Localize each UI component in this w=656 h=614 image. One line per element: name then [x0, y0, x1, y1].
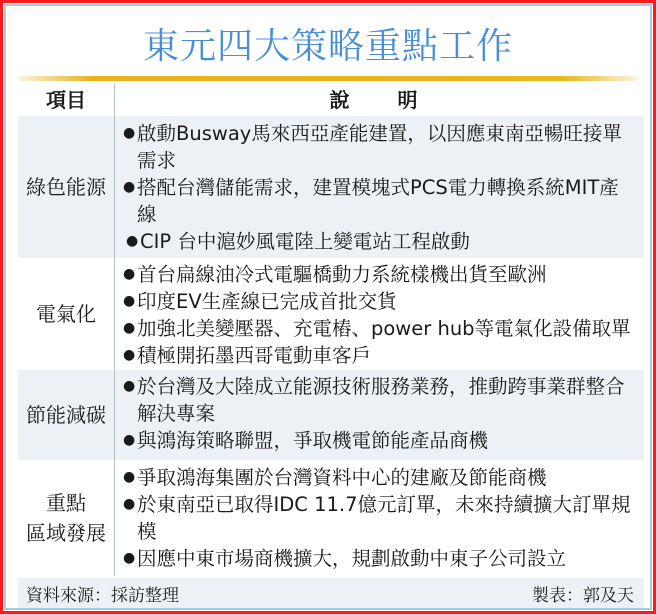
list-item: ● 於東南亞已取得IDC 11.7億元訂單，未來持續擴大訂單規模	[123, 493, 631, 543]
list-item: ● 加強北美變壓器、充電樁、power hub等電氣化設備取單	[123, 317, 631, 340]
table-row	[18, 116, 644, 258]
row-item-label: 節能減碳	[26, 403, 106, 427]
list-item: ● 搭配台灣儲能需求，建置模塊式PCS電力轉換系統MIT產線	[123, 176, 619, 226]
header-item: 項目	[46, 88, 86, 112]
table-row	[18, 258, 644, 370]
row-item-label	[18, 460, 114, 576]
bullet-icon: ●	[123, 125, 136, 141]
list-item: ● 啟動Busway馬來西亞產能建置，以因應東南亞暢旺接單需求	[123, 122, 622, 172]
row-item-label-line2: 區域發展	[26, 521, 106, 545]
page-title: 東元四大策略重點工作	[142, 26, 513, 67]
list-item: ● 爭取鴻海集團於台灣資料中心的建廠及節能商機	[123, 466, 547, 489]
row-description	[114, 116, 644, 258]
list-item: ● CIP 台中滬妙風電陸上變電站工程啟動	[126, 230, 470, 253]
strategy-table	[18, 84, 644, 576]
bullet-icon: ●	[123, 378, 136, 394]
gold-divider	[18, 76, 638, 81]
bullet-icon: ●	[123, 432, 136, 448]
table-row	[18, 370, 644, 460]
bullet-icon: ●	[123, 179, 136, 195]
table-header-row	[18, 84, 644, 116]
bullet-icon: ●	[123, 266, 136, 282]
list-item: ● 印度EV生產線已完成首批交貨	[123, 290, 397, 313]
bullet-icon: ●	[123, 469, 136, 485]
footer	[18, 578, 644, 608]
row-item-label-line1: 重點	[46, 491, 86, 515]
bullet-icon: ●	[123, 320, 136, 336]
bullet-icon: ●	[123, 550, 136, 566]
row-item-label: 綠色能源	[26, 175, 106, 199]
row-description	[114, 460, 644, 576]
row-description	[114, 370, 644, 460]
list-item: ● 積極開拓墨西哥電動車客戶	[123, 344, 372, 367]
row-item-label: 電氣化	[36, 302, 96, 326]
list-item: ● 與鴻海策略聯盟，爭取機電節能產品商機	[123, 429, 489, 452]
source-note: 資料來源：採訪整理	[26, 585, 179, 606]
bullet-icon: ●	[123, 496, 136, 512]
credit-note: 製表：郭及天	[532, 585, 634, 606]
list-item: ● 因應中東市場商機擴大，規劃啟動中東子公司設立	[123, 547, 567, 570]
row-description	[114, 258, 644, 370]
bullet-icon: ●	[123, 347, 136, 363]
bullet-icon: ●	[123, 293, 136, 309]
inner-border	[4, 4, 652, 610]
bullet-icon: ●	[126, 233, 139, 249]
table-row	[18, 460, 644, 576]
header-description: 說 明	[114, 84, 644, 116]
list-item: ● 首台扁線油冷式電驅橋動力系統樣機出貨至歐洲	[123, 263, 547, 286]
list-item: ● 於台灣及大陸成立能源技術服務業務，推動跨事業群整合解決專案	[123, 375, 625, 425]
